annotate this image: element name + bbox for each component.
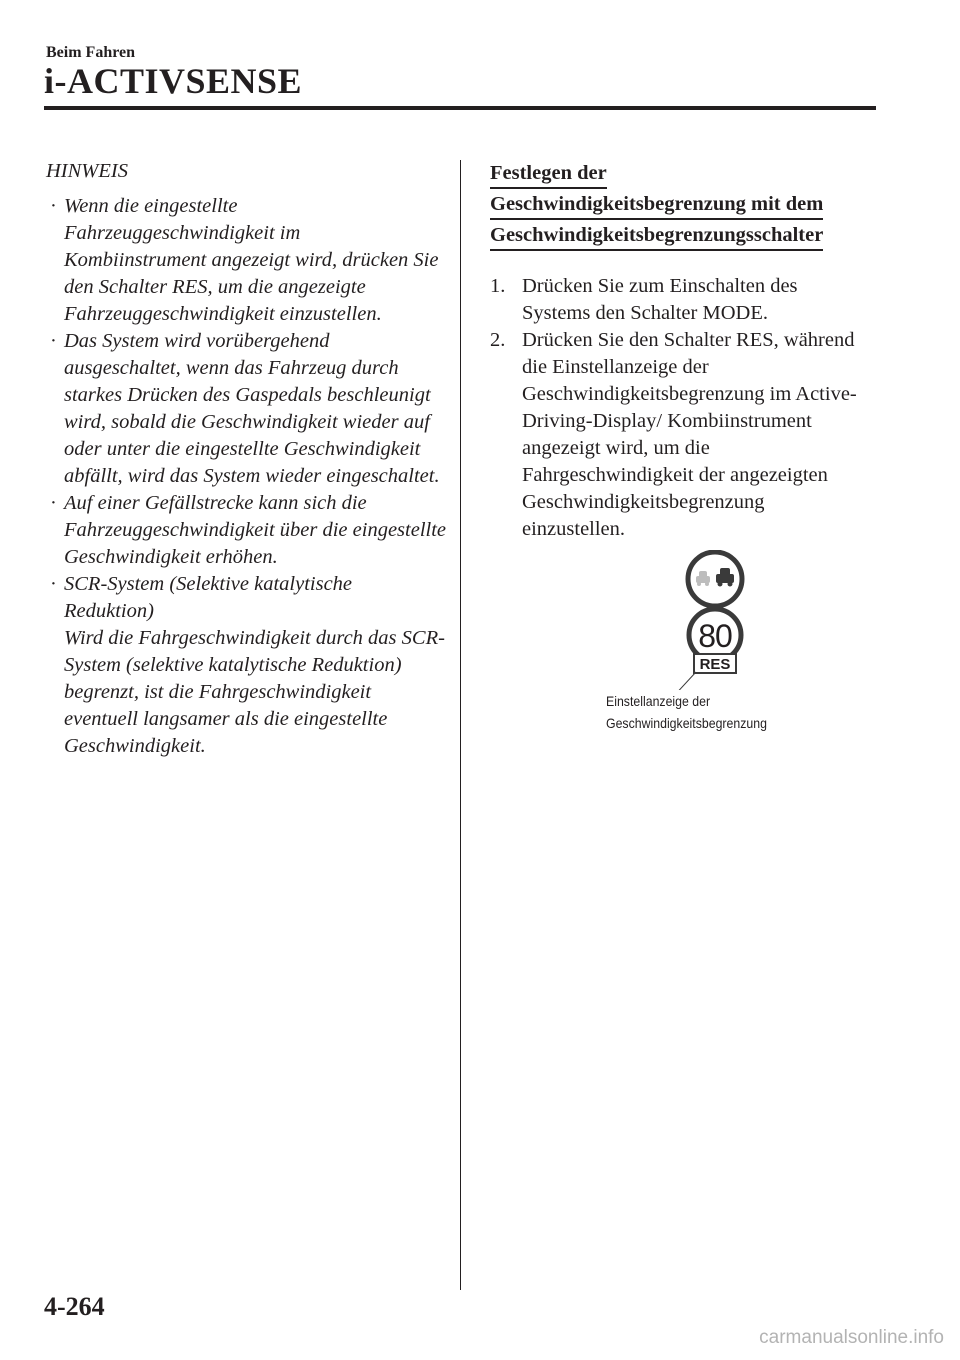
note-item [46,571,446,760]
step-text: Drücken Sie den Schalter RES, während die Einstellanzeige der Geschwindigkeitsbegrenzung im Active-Driving-Display/ Kombiinstrument angezeigt wird, um die Fahrgeschwindigkeit der angezeigten Geschwindigkeitsbegrenzung einzustellen. [522,329,857,540]
note-text: Wenn die eingestellte Fahrzeuggeschwindigkeit im Kombiinstrument angezeigt wird, drücken Sie den Schalter RES, um die angezeigte Fahrzeuggeschwindigkeit einzustellen. [64,195,439,325]
note-text-continued: Wird die Fahrgeschwindigkeit durch das SCR-System (selektive katalytische Reduktion) begrenzt, ist die Fahrgeschwindigkeit eventuell langsamer als die eingestellte Geschwindigkeit. [64,627,445,757]
bullet-icon: · [50,195,57,217]
procedure-step [490,273,870,327]
note-text: Das System wird vorübergehend ausgeschaltet, wenn das Fahrzeug durch starkes Drücken des Gaspedals beschleunigt wird, sobald die Geschwindigkeit wieder auf oder unter die eingestellte Geschwindigkeit abfällt, wird das System wieder eingeschaltet. [64,330,440,487]
speed-limit-display-illustration [600,550,800,690]
figure-caption-line: Geschwindigkeitsbegrenzung [606,715,767,731]
step-number: 2. [490,329,506,351]
note-list [46,193,446,760]
section-label: Beim Fahren [46,44,136,61]
car-pair-icon [688,552,742,606]
res-badge [694,654,736,673]
page-number: 4-264 [44,1292,105,1321]
procedure-heading [490,160,870,253]
note-text: SCR-System (Selektive katalytische Reduktion) [64,573,353,622]
note-item [46,193,446,328]
header-rule [44,106,876,110]
procedure-section [490,160,870,543]
column-divider [460,160,461,1290]
callout-line [672,672,696,690]
speed-limit-figure [600,550,800,750]
chapter-title: i-ACTIVSENSE [44,61,303,101]
bullet-icon: · [50,492,57,514]
figure-caption [606,690,817,734]
note-section [46,158,446,760]
procedure-steps [490,273,870,543]
speed-value: 80 [698,618,732,654]
step-text: Drücken Sie zum Einschalten des Systems den Schalter MODE. [522,275,798,324]
figure-caption-line: Einstellanzeige der [606,693,711,709]
procedure-step [490,327,870,543]
procedure-heading-line: Festlegen der [490,160,607,189]
res-label: RES [699,656,731,673]
procedure-heading-line: Geschwindigkeitsbegrenzung mit dem [490,191,823,220]
note-text: Auf einer Gefällstrecke kann sich die Fahrzeuggeschwindigkeit über die eingestellte Geschwindigkeit erhöhen. [64,492,447,568]
bullet-icon: · [50,330,57,352]
note-item [46,328,446,490]
procedure-heading-line: Geschwindigkeitsbegrenzungsschalter [490,222,823,251]
note-heading: HINWEIS [46,160,128,182]
step-number: 1. [490,275,506,297]
watermark: carmanualsonline.info [759,1327,944,1348]
note-item [46,490,446,571]
bullet-icon: · [50,573,57,595]
